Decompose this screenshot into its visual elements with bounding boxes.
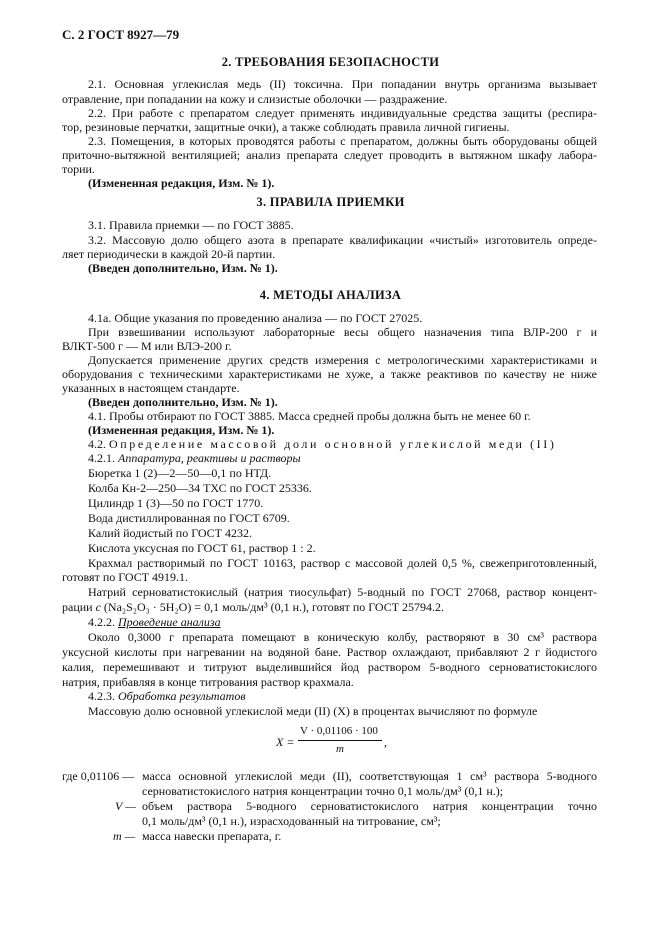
para-2-2-line1: 2.2. При работе с препаратом следует применять индивидуальные средства защиты (респира- — [88, 106, 597, 120]
legend-def3: масса навески препарата, г. — [142, 829, 282, 843]
para-3-1: 3.1. Правила приемки — по ГОСТ 3885. — [88, 218, 294, 232]
section-2-title: 2. ТРЕБОВАНИЯ БЕЗОПАСНОСТИ — [221, 55, 440, 69]
section-3-title: 3. ПРАВИЛА ПРИЕМКИ — [256, 195, 405, 209]
para-2-1-line1: 2.1. Основная углекислая медь (II) токсична. При попадании внутрь организма вызывает — [88, 77, 597, 91]
legend-def1-line2: серноватистокислого натрия концентрации точно 0,1 моль/дм³ (0,1 н.); — [142, 784, 504, 798]
clause-number: 4.2.3. — [88, 689, 115, 703]
para-2-2-line2: тор, резиновые перчатки, защитные очки), а также соблюдать правила личной гигиены. — [62, 120, 510, 134]
para-3-2-line1: 3.2. Массовую долю общего азота в препарате квалификации «чистый» изготовитель опреде- — [88, 233, 597, 247]
reagent-starch-line2: готовят по ГОСТ 4919.1. — [62, 570, 189, 584]
legend-v-symbol: V — — [115, 799, 136, 813]
para-2-3-line3: тории. — [62, 162, 95, 176]
analysis-line3: калия, перемешивают и титруют выделившийся йод раствором 5-водного серноватистокислого — [62, 660, 597, 674]
reagent-item: Колба Кн-2—250—34 ТХС по ГОСТ 25336. — [88, 481, 312, 495]
formula-comma: , — [384, 735, 387, 749]
para-allow-line3: указанных в настоящем стандарте. — [62, 381, 240, 395]
reagent-item: Вода дистиллированная по ГОСТ 6709. — [88, 511, 290, 525]
para-2-3-line1: 2.3. Помещения, в которых проводятся работы с препаратом, должны быть оборудованы общей — [88, 134, 597, 148]
legend-def2-line1: объем раствора 5-водного серноватистокислого натрия концентрации точно — [142, 799, 597, 813]
para-2-1-line2: отравление, при попадании на кожу и слизистые оболочки — раздражение. — [62, 92, 448, 106]
legend-m-symbol: m — — [113, 829, 136, 843]
para-3-2-line2: ляет периодически в каждой 20-й партии. — [62, 247, 276, 261]
legend-def1-line1: масса основной углекислой меди (II), соответствующая 1 см³ раствора 5-водного — [142, 769, 597, 783]
formula-denominator: m — [336, 743, 344, 755]
analysis-line4: натрия, прибавляя в конце титрования раствор крахмала. — [62, 675, 354, 689]
reagent-thiosulfate-line2: рации c (Na₂S₂O₃ · 5H₂O) = 0,1 моль/дм³ (0,1 н.), готовят по ГОСТ 25794.2. — [62, 600, 445, 614]
clause-number: 4.2.1. — [88, 451, 115, 465]
para-weighing-line2: ВЛКТ-500 г — М или ВЛЭ-200 г. — [62, 339, 232, 353]
amendment-note: (Введен дополнительно, Изм. № 1). — [88, 261, 278, 275]
clause-number: 4.2. — [88, 437, 106, 451]
analysis-line1: Около 0,3000 г препарата помещают в коническую колбу, растворяют в 30 см³ раствора — [88, 630, 597, 644]
reagent-starch-line1: Крахмал растворимый по ГОСТ 10163, раствор с массовой долей 0,5 %, свежеприготовленный, — [88, 556, 597, 570]
para-4-1: 4.1. Пробы отбирают по ГОСТ 3885. Масса средней пробы должна быть не менее 60 г. — [88, 409, 531, 423]
para-allow-line2: оборудования с техническими характеристиками не хуже, а также реактивов по качеству не ниже — [62, 367, 597, 381]
page-header: С. 2 ГОСТ 8927—79 — [62, 27, 180, 42]
clause-number: 4.2.2. — [88, 615, 115, 629]
para-4-1a: 4.1а. Общие указания по проведению анализа — по ГОСТ 27025. — [88, 311, 423, 325]
reagent-item: Бюретка 1 (2)—2—50—0,1 по НТД. — [88, 466, 272, 480]
formula-lhs: X = — [276, 735, 295, 749]
reagent-item: Калий йодистый по ГОСТ 4232. — [88, 526, 252, 540]
clause-title: Обработка результатов — [118, 689, 246, 703]
clause-title: Определение массовой доли основной углекислой меди (II) — [109, 437, 557, 451]
amendment-note: (Измененная редакция, Изм. № 1). — [88, 423, 275, 437]
clause-4-2-2 — [88, 615, 221, 629]
analysis-line2: уксусной кислоты при нагревании на водяной бане. Раствор охлаждают, прибавляют 2 г йодистого — [62, 645, 597, 659]
calculation-intro: Массовую долю основной углекислой меди (II) (X) в процентах вычисляют по формуле — [88, 704, 538, 718]
clause-4-2-1 — [88, 451, 301, 465]
para-2-3-line2: приточно-вытяжной вентиляцией; анализ препарата следует проводить в вытяжном шкафу лабора- — [62, 148, 597, 162]
clause-title: Проведение анализа — [118, 615, 221, 629]
para-weighing-line1: При взвешивании используют лабораторные весы общего назначения типа ВЛР-200 г и — [88, 325, 597, 339]
clause-4-2-3 — [88, 689, 246, 703]
para-allow-line1: Допускается применение других средств измерения с метрологическими характеристиками и — [88, 353, 597, 367]
reagent-item: Цилиндр 1 (3)—50 по ГОСТ 1770. — [88, 496, 264, 510]
amendment-note: (Измененная редакция, Изм. № 1). — [88, 176, 275, 190]
amendment-note: (Введен дополнительно, Изм. № 1). — [88, 395, 278, 409]
fraction-bar — [298, 740, 382, 741]
legend-lead: где 0,01106 — — [62, 769, 135, 783]
reagent-item: Кислота уксусная по ГОСТ 61, раствор 1 : 2. — [88, 541, 316, 555]
reagent-thiosulfate-line1: Натрий серноватистокислый (натрия тиосульфат) 5-водный по ГОСТ 27068, раствор концент- — [88, 585, 597, 599]
formula-numerator: V · 0,01106 · 100 — [300, 725, 378, 737]
legend-def2-line2: 0,1 моль/дм³ (0,1 н.), израсходованный на титрование, см³; — [142, 814, 441, 828]
clause-title: Аппаратура, реактивы и растворы — [118, 451, 301, 465]
clause-4-2 — [88, 437, 556, 451]
section-4-title: 4. МЕТОДЫ АНАЛИЗА — [259, 288, 402, 302]
